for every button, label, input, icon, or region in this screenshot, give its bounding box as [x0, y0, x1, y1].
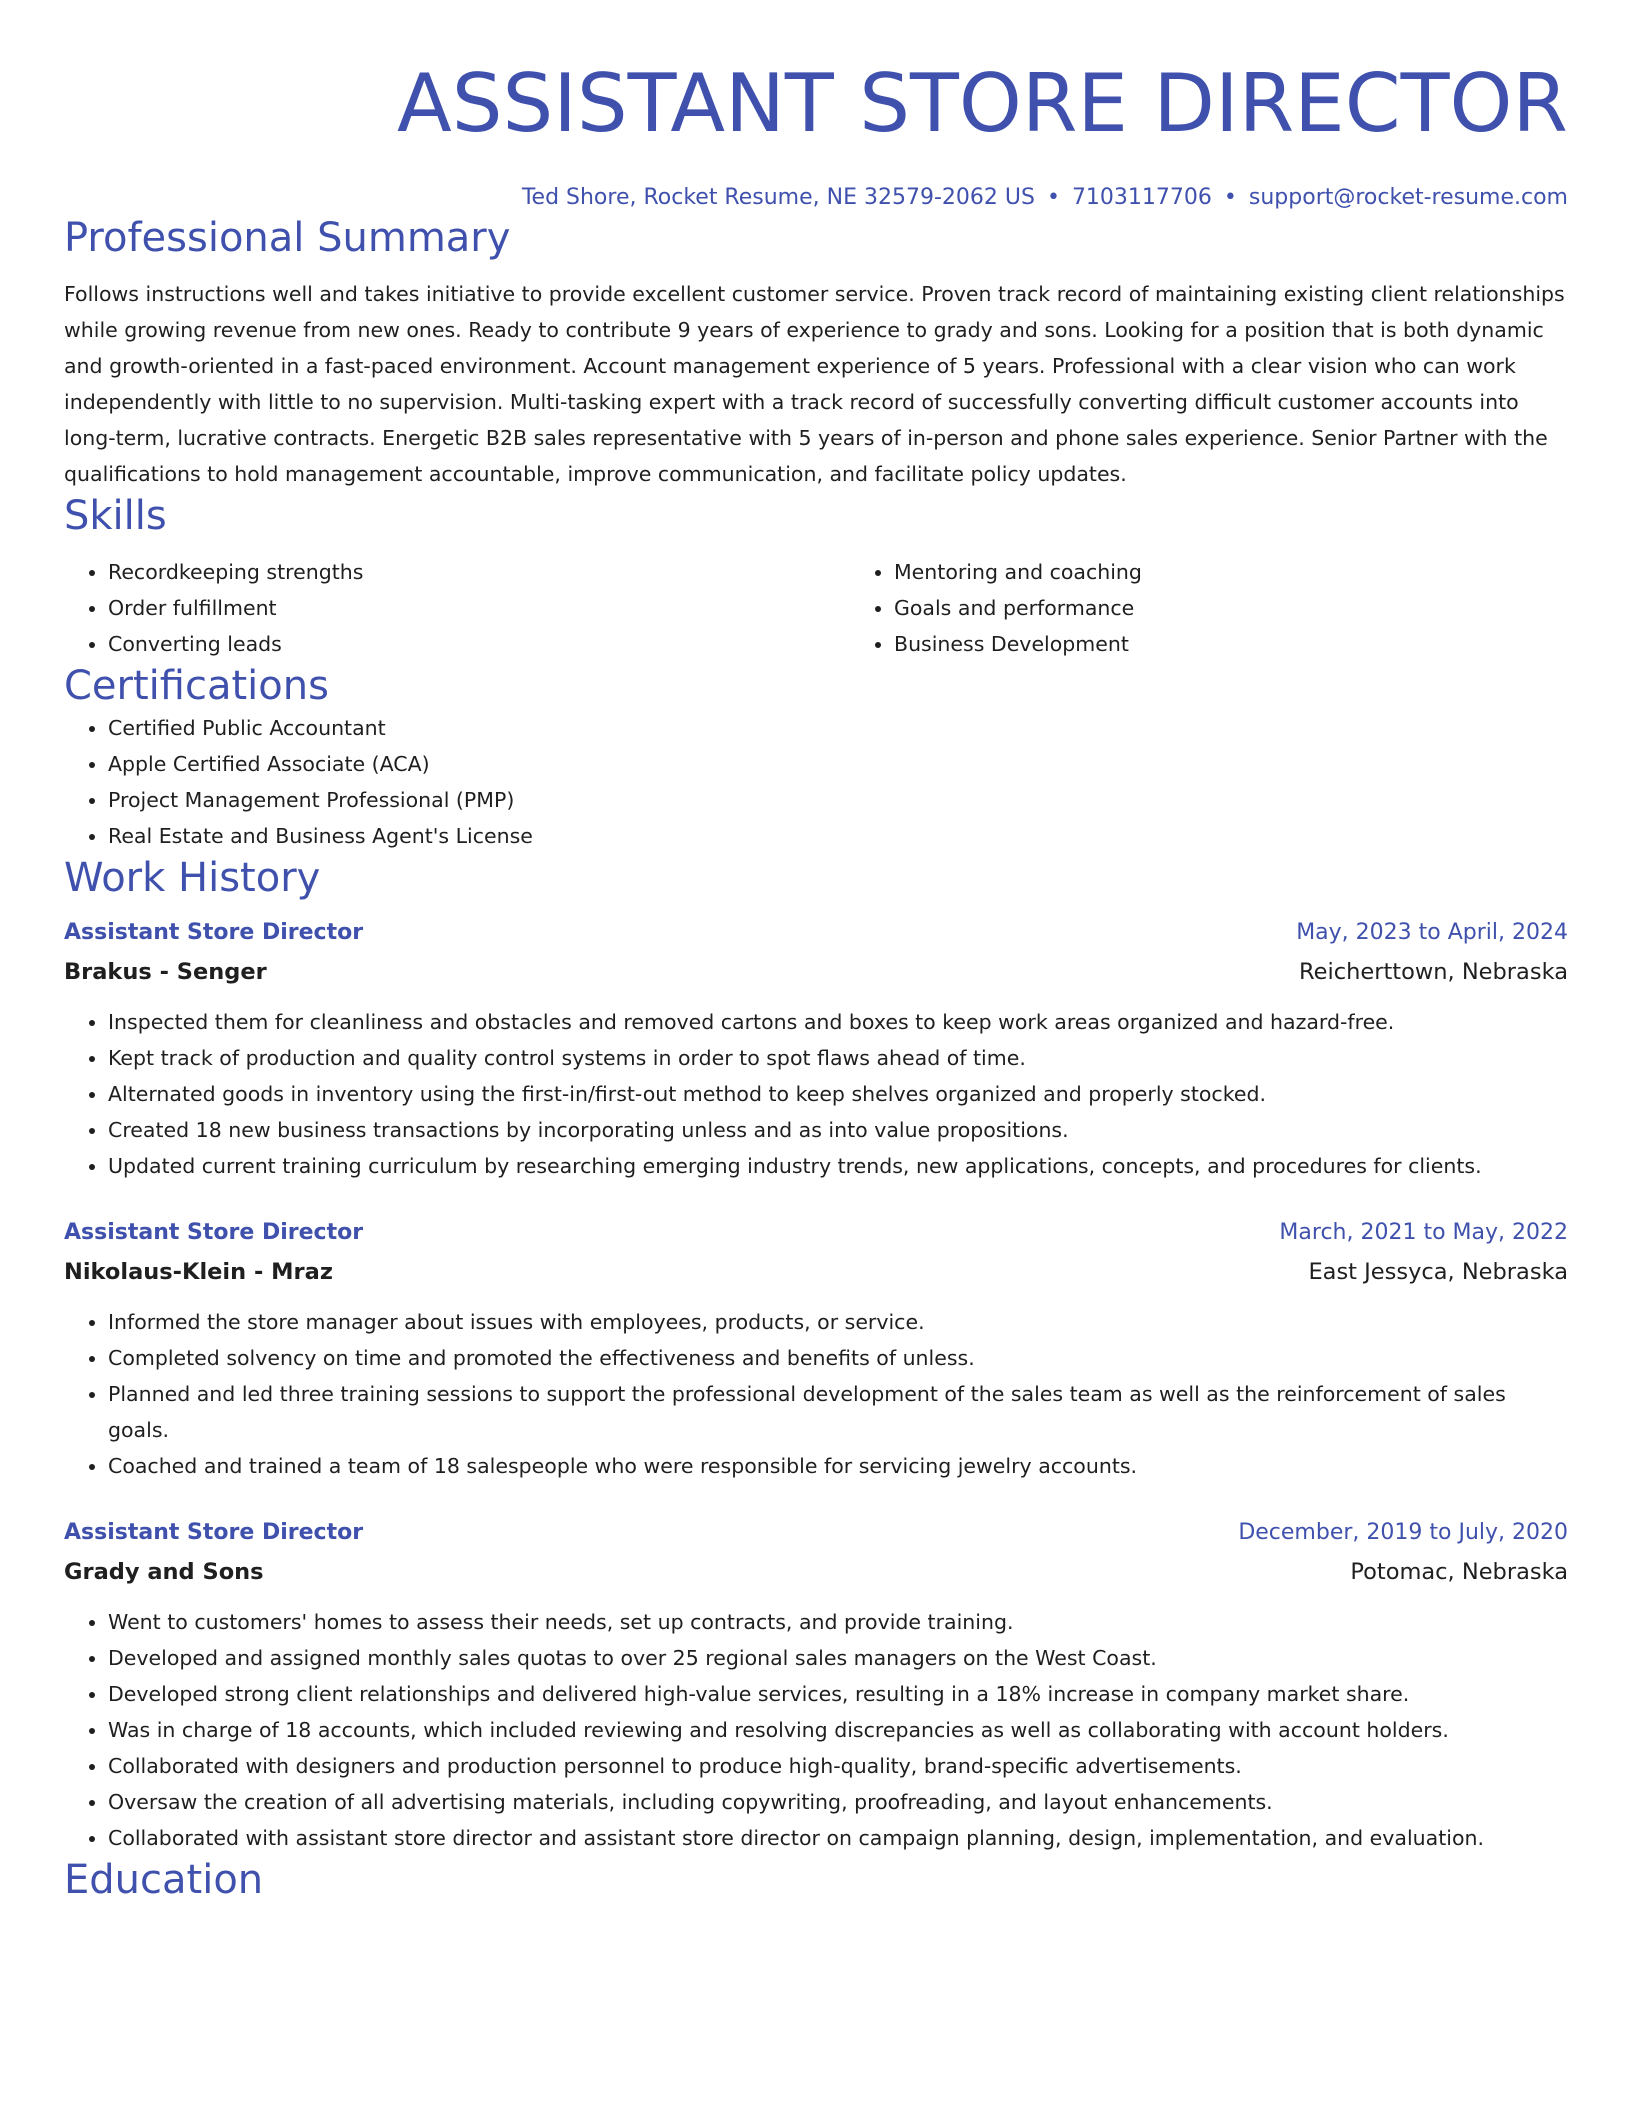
job-entry [64, 1514, 1568, 1856]
certification-item: • Project Management Professional (PMP) [108, 782, 1568, 818]
skill-item: • Goals and performance [894, 590, 1632, 626]
job-location: Potomac, Nebraska [1350, 1559, 1568, 1585]
job-location: East Jessyca, Nebraska [1308, 1259, 1568, 1285]
resume-title: ASSISTANT STORE DIRECTOR [397, 57, 1568, 150]
skill-item: • Converting leads [108, 626, 850, 662]
certification-item: • Certified Public Accountant [108, 710, 1568, 746]
job-bullet: • Oversaw the creation of all advertising materials, including copywriting, proofreading, and layout enhancements. [108, 1784, 1568, 1820]
job-dates: December, 2019 to July, 2020 [1238, 1520, 1568, 1545]
job-bullet: • Inspected them for cleanliness and obstacles and removed cartons and boxes to keep work areas organized and hazard-free. [108, 1004, 1568, 1040]
certifications-list [64, 710, 1568, 854]
skill-item: • Recordkeeping strengths [108, 554, 850, 590]
job-bullet: • Completed solvency on time and promoted the effectiveness and benefits of unless. [108, 1340, 1568, 1376]
job-location: Reicherttown, Nebraska [1299, 959, 1568, 985]
job-bullets [64, 1604, 1568, 1856]
contact-email: support@rocket-resume.com [1248, 185, 1568, 210]
certification-item: • Real Estate and Business Agent's License [108, 818, 1568, 854]
job-entry [64, 914, 1568, 1184]
job-dates: May, 2023 to April, 2024 [1296, 920, 1568, 945]
contact-phone: 7103117706 [1071, 185, 1212, 210]
skills-heading: Skills [64, 493, 167, 539]
contact-separator: • [1223, 185, 1237, 210]
job-bullets [64, 1004, 1568, 1184]
certification-item: • Apple Certified Associate (ACA) [108, 746, 1568, 782]
job-bullet: • Was in charge of 18 accounts, which included reviewing and resolving discrepancies as well as collaborating with account holders. [108, 1712, 1568, 1748]
job-bullet: • Kept track of production and quality control systems in order to spot flaws ahead of time. [108, 1040, 1568, 1076]
job-bullet: • Created 18 new business transactions by incorporating unless and as into value propositions. [108, 1112, 1568, 1148]
job-bullet: • Informed the store manager about issues with employees, products, or service. [108, 1304, 1568, 1340]
job-bullet: • Went to customers' homes to assess their needs, set up contracts, and provide training. [108, 1604, 1568, 1640]
job-title: Assistant Store Director [64, 920, 364, 945]
job-bullet: • Developed and assigned monthly sales quotas to over 25 regional sales managers on the West Coast. [108, 1640, 1568, 1676]
education-heading: Education [64, 1857, 264, 1903]
certifications-heading: Certifications [64, 663, 329, 709]
job-bullet: • Collaborated with assistant store director and assistant store director on campaign planning, design, implementation, and evaluation. [108, 1820, 1568, 1856]
resume-page [64, 0, 1568, 1904]
job-bullet: • Coached and trained a team of 18 salespeople who were responsible for servicing jewelry accounts. [108, 1448, 1568, 1484]
summary-text: Follows instructions well and takes initiative to provide excellent customer service. Proven track record of maintaining existing client relationships while growing revenue from new ones. Ready to contribute 9 years of experience to grady and sons. Looking for a position that is both dynamic and growth-oriented in a fast-paced environment. Account management experience of 5 years. Professional with a clear vision who can work independently with little to no supervision. Multi-tasking expert with a track record of successfully converting difficult customer accounts into long-term, lucrative contracts. Energetic B2B sales representative with 5 years of in-person and phone sales experience. Senior Partner with the qualifications to hold management accountable, improve communication, and facilitate policy updates. [64, 282, 1565, 486]
skills-list-left [64, 554, 850, 662]
job-bullet: • Planned and led three training sessions to support the professional development of the sales team as well as the reinforcement of sales goals. [108, 1376, 1568, 1448]
work-history-heading: Work History [64, 855, 321, 901]
job-company: Nikolaus-Klein - Mraz [64, 1259, 333, 1285]
summary-heading: Professional Summary [64, 215, 511, 261]
skills-list-right [850, 554, 1632, 662]
skill-item: • Order fulfillment [108, 590, 850, 626]
job-company: Grady and Sons [64, 1559, 264, 1585]
job-title: Assistant Store Director [64, 1520, 364, 1545]
job-bullet: • Updated current training curriculum by researching emerging industry trends, new applications, concepts, and procedures for clients. [108, 1148, 1568, 1184]
job-entry [64, 1214, 1568, 1484]
skill-item: • Business Development [894, 626, 1632, 662]
skill-item: • Mentoring and coaching [894, 554, 1632, 590]
contact-address: Ted Shore, Rocket Resume, NE 32579-2062 US [521, 185, 1035, 210]
job-bullet: • Alternated goods in inventory using the first-in/first-out method to keep shelves organized and properly stocked. [108, 1076, 1568, 1112]
job-bullets [64, 1304, 1568, 1484]
job-company: Brakus - Senger [64, 959, 267, 985]
job-bullet: • Developed strong client relationships and delivered high-value services, resulting in a 18% increase in company market share. [108, 1676, 1568, 1712]
contact-line [64, 182, 1568, 214]
contact-separator: • [1046, 185, 1060, 210]
job-title: Assistant Store Director [64, 1220, 364, 1245]
skills-grid [64, 554, 1568, 662]
job-dates: March, 2021 to May, 2022 [1279, 1220, 1568, 1245]
job-bullet: • Collaborated with designers and production personnel to produce high-quality, brand-specific advertisements. [108, 1748, 1568, 1784]
